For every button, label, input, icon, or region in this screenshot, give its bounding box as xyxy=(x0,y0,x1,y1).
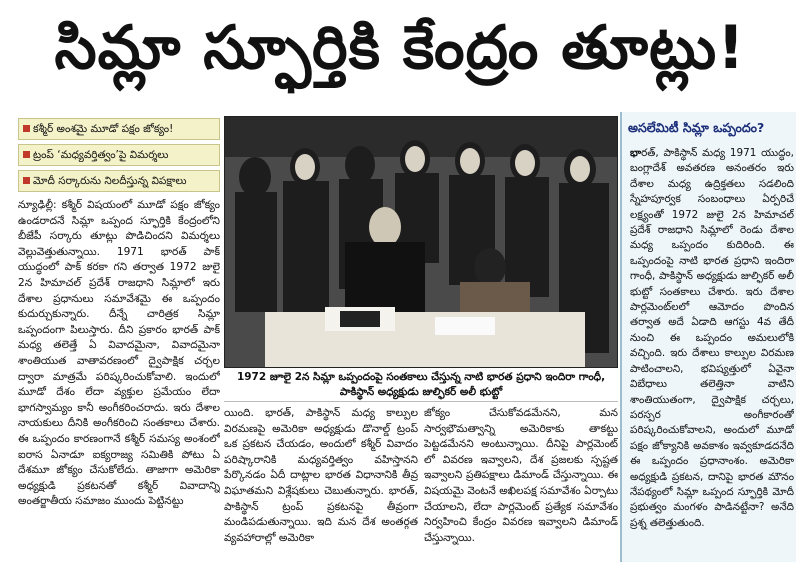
sidebar-paragraph: భారత్, పాకిస్థాన్ మధ్య 1971 యుద్ధం, బంగ్లాదేశ్ అవతరణ అనంతరం ఇరు దేశాల మధ్య ఉద్రిక్తతలు సడలింది స్నేహపూర్వక సంబంధాలు ఏర్పరిచే లక్ష్యంతో 1972 జులై 2న హిమాచల్ ప్రదేశ్ రాజధాని సిమ్లాలో రెండు దేశాల మధ్య ఒప్పందం కుదిరింది. ఈ ఒప్పందంపై నాటి భారత ప్రధాని ఇందిరా గాంధీ, పాకిస్థాన్ అధ్యక్షుడు జుల్ఫికర్ అలీ భుట్టో సంతకాలు చేశారు. ఇరు దేశాల పార్లమెంట్‌లలో ఆమోదం పొందిన తర్వాత అదే ఏడాది ఆగస్టు 4వ తేదీ నుంచి ఈ ఒప్పందం అమలులోకి వచ్చింది. ఇరు దేశాలు కాల్పుల విరమణ పాటించాలని, భవిష్యత్తులో ఏవైనా విబేధాలు తలెత్తినా వాటిని శాంతియుతంగా, ద్వైపాక్షిక చర్చలు, పరస్పర అంగీకారంతో పరిష్కరించుకోవాలని, అందులో మూడో పక్షం జోక్యానికి అవకాశం ఇవ్వకూడదనేది ఈ ఒప్పందం ప్రధానాంశం. అమెరికా అధ్యక్షుడి ప్రకటన, దానిపై భారత మౌనం నేపథ్యంలో సిమ్లా ఒప్పంద స్ఫూర్తికి మోదీ ప్రభుత్వం మంగళం పాడినట్టేనా? అనేది ప్రశ్న తలెత్తుతుంది. xyxy=(630,147,794,529)
historic-photo xyxy=(224,116,618,368)
sidebar-body xyxy=(630,146,794,558)
explainer-sidebar xyxy=(620,112,796,562)
page-headline: సిమ్లా స్ఫూర్తికి కేంద్రం తూట్లు! xyxy=(54,13,746,83)
article-column-mid-left xyxy=(224,406,418,560)
article-column-mid-right xyxy=(424,406,618,560)
highlights-list xyxy=(18,118,220,196)
highlight-item: ట్రంప్ ‘మధ్యవర్తిత్వం’పై విమర్శలు xyxy=(18,144,220,166)
article-paragraph: యింది. భారత్, పాకిస్థాన్ మధ్య కాల్పుల విరమణపై అమెరికా అధ్యక్షుడు డొనాల్డ్ ట్రంప్ ఒక ప్రకటన చేయడం, అందులో కశ్మీర్ వివాదం పరిష్కారానికి మధ్యవర్తిత్వం వహిస్తానని పేర్కొనడం ఏదీ దాట్లాల భారత విధానానికి తీవ్ర విఘాతమని విశ్లేషకులు చెబుతున్నారు. భారత్, పాకిస్థాన్ ట్రంప్ ప్రకటనపై తీవ్రంగా మండిపడుతున్నాయి. ఇది మన దేశ అంతర్గత వ్యవహారాల్లో అమెరికా xyxy=(224,407,418,544)
photo-caption: 1972 జూలై 2న సిమ్లా ఒప్పందంపై సంతకాలు చేస్తున్న నాటి భారత ప్రధాని ఇందిరా గాంధీ, పాకిస్థాన్ అధ్యక్షుడు జుల్ఫికర్ అలీ భుట్టో xyxy=(224,370,618,402)
article-paragraph: జోక్యం చేసుకోవడమేనని, మన సార్వభౌమత్వాన్ని అమెరికాకు తాకట్టు పెట్టడమేనని అంటున్నాయి. దీనిపై పార్లమెంట్ లో వివరణ ఇవ్వాలని, దేశ ప్రజలకు స్పష్టత ఇవ్వాలని ప్రతిపక్షాలు డిమాండ్ చేస్తున్నాయి. ఈ విషయమై వెంటనే అఖిలపక్ష సమావేశం ఏర్పాటు చేయాలని, లేదా పార్లమెంట్ ప్రత్యేక సమావేశం నిర్వహించి కేంద్రం వివరణ ఇవ్వాలని డిమాండ్ చేస్తున్నాయి. xyxy=(424,407,618,544)
photo-illustration xyxy=(225,117,618,368)
article-column-left xyxy=(18,198,220,560)
article-paragraph: న్యూఢిల్లీ: కశ్మీర్ విషయంలో మూడో పక్షం జోక్యం ఉండరాదనే సిమ్లా ఒప్పంద స్ఫూర్తికి కేంద్రంలోని బీజేపీ సర్కారు తూట్లు పొడిచిందని విమర్శలు వెల్లువెత్తుతున్నాయి. 1971 భారత్ పాక్ యుద్ధంలో పాక్ కరకా గని తర్వాత 1972 జులై 2న హిమాచల్ ప్రదేశ్ రాజధాని సిమ్లాలో ఇరు దేశాల ప్రధానులు సమావేశమై ఈ ఒప్పందం కుదుర్చుకున్నారు. దీన్నే చారిత్రక సిమ్లా ఒప్పందంగా పిలుస్తారు. దీని ప్రకారం భారత్ పాక్ మధ్య తలెత్తే ఏ వివాదమైనా, వివాదమైనా శాంతియుత వాతావరణంలో ద్వైపాక్షిక చర్చల ద్వారా మాత్రమే పరిష్కరించుకోవాలి. ఇందులో మూడో దేశం లేదా వ్యక్తుల ప్రమేయం లేదా భాగస్వామ్యం కానీ అంగీకరించరాదు. ఇరు దేశాల నాయకులు దీనికి అంగీకరించి సంతకాలు చేశారు. ఈ ఒప్పందం కారణంగానే కశ్మీర్ సమస్య అంశంలో ఐరాస ఏనాడూ ఐక్యరాజ్య సమితికి పోటు ఏ దేశమూ జోక్యం చేసుకోలేదు. తాజాగా అమెరికా అధ్యక్షుడి ప్రకటనతో కశ్మీర్ వివాదాన్ని అంతర్జాతీయ సమాజం ముందు పెట్టినట్టు xyxy=(18,199,220,508)
sidebar-title: అసలేమిటీ సిమ్లా ఒప్పందం? xyxy=(628,120,765,135)
highlight-item: కశ్మీర్ అంశమై మూడో పక్షం జోక్యం! xyxy=(18,118,220,140)
highlight-item: మోదీ సర్కారును నిలదీస్తున్న విపక్షాలు xyxy=(18,170,220,192)
